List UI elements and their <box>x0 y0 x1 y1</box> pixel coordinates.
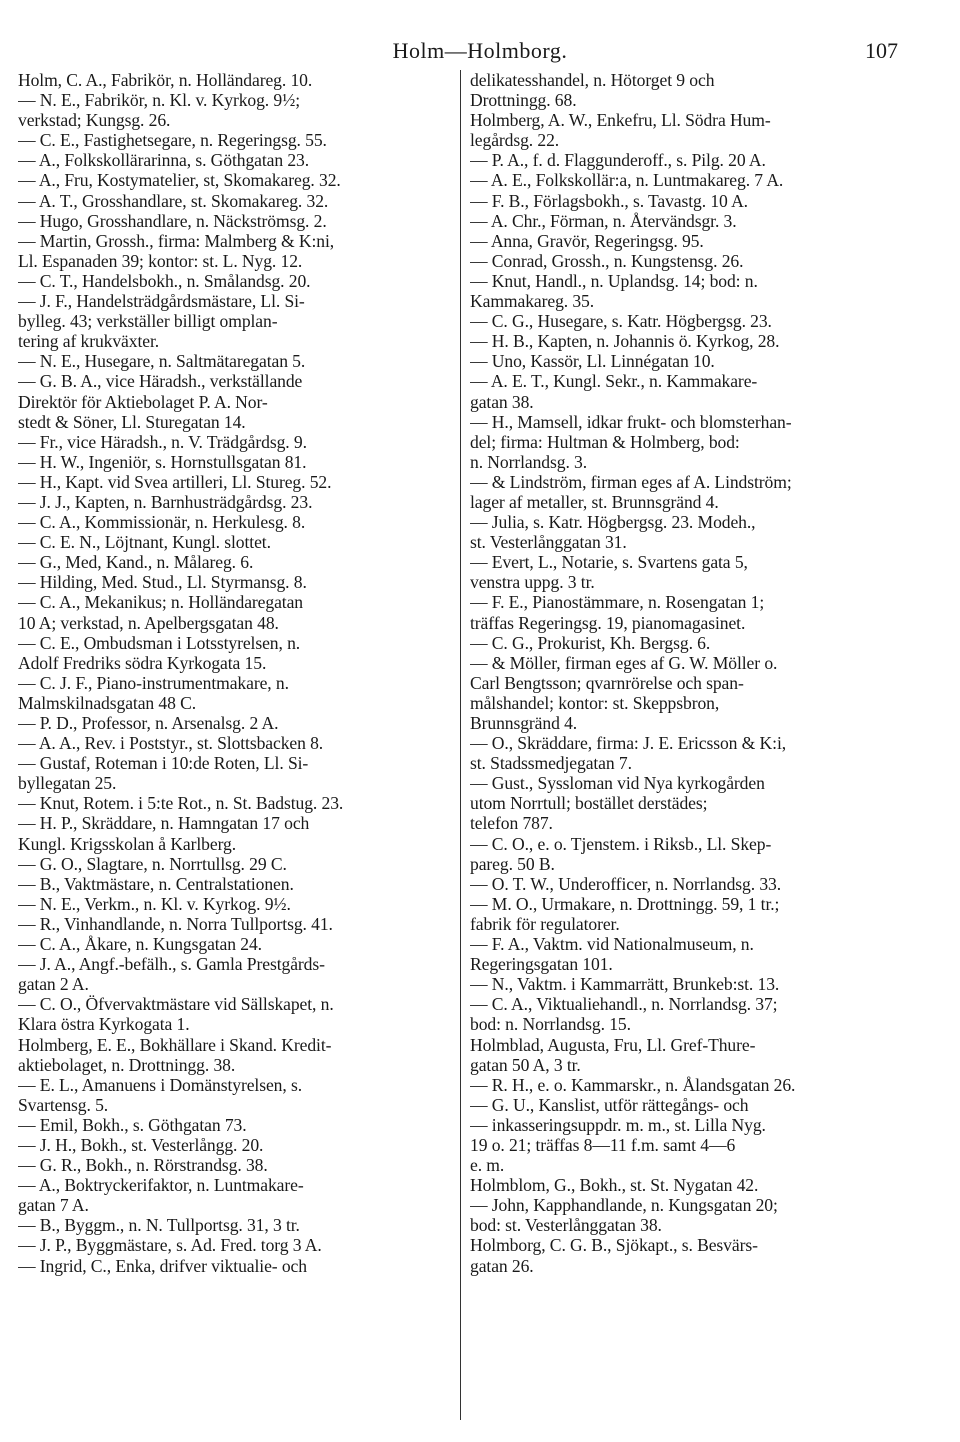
directory-entry-line: fabrik för regulatorer. <box>470 913 620 934</box>
directory-entry-line: — N. E., Verkm., n. Kl. v. Kyrkog. 9½. <box>18 893 291 914</box>
directory-entry-line: — N. E., Husegare, n. Saltmätaregatan 5. <box>18 351 306 372</box>
directory-entry-line: — B., Vaktmästare, n. Centralstationen. <box>18 873 294 894</box>
directory-entry-line: — Knut, Rotem. i 5:te Rot., n. St. Badstug. 23. <box>18 793 344 814</box>
directory-entry-line: — F. E., Pianostämmare, n. Rosengatan 1; <box>470 592 765 613</box>
directory-entry-line: stedt & Söner, Ll. Sturegatan 14. <box>18 411 246 432</box>
directory-entry-line: — J. A., Angf.-befälh., s. Gamla Prestgårds- <box>18 954 325 975</box>
directory-entry-line: legårdsg. 22. <box>470 130 560 151</box>
directory-entry-line: — & Möller, firman eges af G. W. Möller o. <box>470 652 778 673</box>
directory-entry-line: delikatesshandel, n. Hötorget 9 och <box>470 70 715 90</box>
directory-entry-line: — N., Vaktm. i Kammarrätt, Brunkeb:st. 13. <box>470 974 780 995</box>
directory-entry-line: — J. J., Kapten, n. Barnhusträdgårdsg. 23. <box>18 491 313 512</box>
directory-entry-line: — A., Boktryckerifaktor, n. Luntmakare- <box>18 1175 304 1196</box>
directory-entry-line: Regeringsgatan 101. <box>470 954 613 975</box>
directory-entry-line: — C. E., Fastighetsegare, n. Regeringsg. 55. <box>18 130 327 151</box>
directory-entry-line: — Gust., Syssloman vid Nya kyrkogården <box>470 773 765 794</box>
directory-entry-line: Drottningg. 68. <box>470 90 577 111</box>
directory-entry-line: — A. A., Rev. i Poststyr., st. Slottsbacken 8. <box>18 733 324 754</box>
directory-entry-line: lager af metaller, st. Brunnsgränd 4. <box>470 491 719 512</box>
directory-entry-line: pareg. 50 B. <box>470 853 555 874</box>
directory-entry-line: — C. A., Kommissionär, n. Herkulesg. 8. <box>18 512 306 533</box>
directory-entry-line: — inkasseringsuppdr. m. m., st. Lilla Nyg. <box>470 1114 766 1135</box>
directory-entry-line: gatan 26. <box>470 1255 534 1276</box>
directory-entry-line: — A. T., Grosshandlare, st. Skomakareg. 32. <box>18 190 329 211</box>
directory-entry-line: — Julia, s. Katr. Högbergsg. 23. Modeh., <box>470 512 756 533</box>
directory-entry-line: — C. O., Öfvervaktmästare vid Sällskapet, n. <box>18 994 334 1015</box>
directory-entry-line: — H. W., Ingeniör, s. Hornstullsgatan 81. <box>18 451 307 472</box>
directory-entry-line: — & Lindström, firman eges af A. Lindström; <box>470 471 792 492</box>
directory-entry-line: — Hugo, Grosshandlare, n. Näckströmsg. 2. <box>18 210 327 231</box>
directory-entry-line: Holmborg, C. G. B., Sjökapt., s. Besvärs- <box>470 1235 758 1256</box>
directory-entry-line: — H. P., Skräddare, n. Hamngatan 17 och <box>18 813 310 834</box>
directory-entry-line: del; firma: Hultman & Holmberg, bod: <box>470 431 740 452</box>
running-head: Holm—Holmborg. <box>392 38 568 63</box>
directory-entry-line: — H., Kapt. vid Svea artilleri, Ll. Stureg. 52. <box>18 471 332 492</box>
directory-entry-line: Holm, C. A., Fabrikör, n. Holländareg. 10. <box>18 70 313 90</box>
directory-entry-line: Holmberg, A. W., Enkefru, Ll. Södra Hum- <box>470 110 771 131</box>
directory-entry-line: träffas Regeringsg. 19, pianomagasinet. <box>470 612 746 633</box>
directory-entry-line: — A. E. T., Kungl. Sekr., n. Kammakare- <box>470 371 758 392</box>
directory-entry-line: tering af krukväxter. <box>18 331 160 352</box>
directory-entry-line: — G. O., Slagtare, n. Norrtullsg. 29 C. <box>18 853 287 874</box>
directory-entry-line: — G. B. A., vice Häradsh., verkställande <box>18 371 303 392</box>
directory-entry-line: — P. A., f. d. Flaggunderoff., s. Pilg. 20 A. <box>470 150 766 171</box>
directory-entry-line: — G., Med, Kand., n. Målareg. 6. <box>18 552 254 573</box>
directory-entry-line: — M. O., Urmakare, n. Drottningg. 59, 1 tr.; <box>470 893 780 914</box>
directory-entry-line: — Conrad, Grossh., n. Kungstensg. 26. <box>470 250 744 271</box>
directory-entry-line: — F. B., Förlagsbokh., s. Tavastg. 10 A. <box>470 190 748 211</box>
directory-entry-line: — Uno, Kassör, Ll. Linnégatan 10. <box>470 351 715 372</box>
directory-entry-line: Brunnsgränd 4. <box>470 713 578 733</box>
directory-entry-line: — Evert, L., Notarie, s. Svartens gata 5, <box>470 552 748 573</box>
directory-entry-line: gatan 7 A. <box>18 1195 89 1216</box>
directory-entry-line: aktiebolaget, n. Drottningg. 38. <box>18 1054 236 1075</box>
directory-entry-line: bod: st. Vesterlånggatan 38. <box>470 1215 662 1236</box>
directory-entry-line: — O., Skräddare, firma: J. E. Ericsson & K:i, <box>470 733 787 754</box>
directory-entry-line: — P. D., Professor, n. Arsenalsg. 2 A. <box>18 713 279 733</box>
directory-entry-line: gatan 38. <box>470 391 534 412</box>
directory-entry-line: — Knut, Handl., n. Uplandsg. 14; bod: n. <box>470 270 758 291</box>
directory-entry-line: — C. G., Prokurist, Kh. Bergsg. 6. <box>470 632 711 653</box>
directory-entry-line: — C. T., Handelsbokh., n. Smålandsg. 20. <box>18 270 311 291</box>
directory-entry-line: gatan 2 A. <box>18 974 89 995</box>
directory-entry-line: — G. U., Kanslist, utför rättegångs- och <box>470 1094 749 1115</box>
directory-entry-line: st. Stadssmedjegatan 7. <box>470 753 632 774</box>
directory-entry-line: — Hilding, Med. Stud., Ll. Styrmansg. 8. <box>18 572 307 593</box>
directory-entry-line: 19 o. 21; träffas 8—11 f.m. samt 4—6 <box>470 1134 736 1155</box>
directory-entry-line: — C. J. F., Piano-instrumentmakare, n. <box>18 672 289 693</box>
directory-entry-line: bod: n. Norrlandsg. 15. <box>470 1014 631 1035</box>
directory-entry-line: Klara östra Kyrkogata 1. <box>18 1014 190 1035</box>
directory-entry-line: e. m. <box>470 1155 505 1176</box>
directory-entry-line: st. Vesterlånggatan 31. <box>470 532 627 553</box>
directory-entry-line: — C. A., Mekanikus; n. Holländaregatan <box>18 592 303 613</box>
directory-entry-line: Holmblom, G., Bokh., st. St. Nygatan 42. <box>470 1175 759 1196</box>
directory-entry-line: — E. L., Amanuens i Domänstyrelsen, s. <box>18 1074 303 1095</box>
directory-entry-line: — C. A., Åkare, n. Kungsgatan 24. <box>18 934 262 955</box>
directory-entry-line: n. Norrlandsg. 3. <box>470 451 588 472</box>
directory-entry-line: — Martin, Grossh., firma: Malmberg & K:ni, <box>18 230 335 251</box>
directory-entry-line: — O. T. W., Underofficer, n. Norrlandsg. 33. <box>470 873 782 894</box>
directory-entry-line: Kungl. Krigsskolan å Karlberg. <box>18 833 237 854</box>
directory-entry-line: Ll. Espanaden 39; kontor: st. L. Nyg. 12. <box>18 250 303 271</box>
page-header <box>0 38 960 68</box>
directory-entry-line: 10 A; verkstad, n. Apelbergsgatan 48. <box>18 612 279 633</box>
directory-entry-line: venstra uppg. 3 tr. <box>470 572 595 593</box>
directory-entry-line: — J. P., Byggmästare, s. Ad. Fred. torg 3 A. <box>18 1235 322 1256</box>
directory-entry-line: telefon 787. <box>470 813 553 834</box>
directory-entry-line: — Fr., vice Häradsh., n. V. Trädgårdsg. 9. <box>18 431 307 452</box>
directory-entry-line: Kammakareg. 35. <box>470 291 595 312</box>
directory-entry-line: — Emil, Bokh., s. Göthgatan 73. <box>18 1114 247 1135</box>
directory-entry-line: — H. B., Kapten, n. Johannis ö. Kyrkog, 28. <box>470 331 780 352</box>
directory-entry-line: verkstad; Kungsg. 26. <box>18 110 171 131</box>
directory-entry-line: Holmblad, Augusta, Fru, Ll. Gref-Thure- <box>470 1034 756 1055</box>
directory-entry-line: — A. E., Folkskollär:a, n. Luntmakareg. 7 A. <box>470 170 784 191</box>
directory-entry-line: — C. E. N., Löjtnant, Kungl. slottet. <box>18 532 271 553</box>
directory-entry-line: byllegatan 25. <box>18 773 117 794</box>
left-column <box>18 70 464 1276</box>
directory-entry-line: Carl Bengtsson; qvarnrörelse och span- <box>470 672 744 693</box>
directory-entry-line: — C. O., e. o. Tjenstem. i Riksb., Ll. Skep- <box>470 833 772 854</box>
directory-entry-line: — J. H., Bokh., st. Vesterlångg. 20. <box>18 1134 264 1155</box>
directory-entry-line: utom Norrtull; bostället derstädes; <box>470 793 708 814</box>
directory-entry-line: gatan 50 A, 3 tr. <box>470 1054 581 1075</box>
directory-entry-line: — J. F., Handelsträdgårdsmästare, Ll. Si- <box>18 291 305 312</box>
directory-entry-line: bylleg. 43; verkställer billigt omplan- <box>18 311 278 332</box>
directory-entry-line: Holmberg, E. E., Bokhällare i Skand. Kredit- <box>18 1034 332 1055</box>
directory-entry-line: — C. E., Ombudsman i Lotsstyrelsen, n. <box>18 632 301 653</box>
directory-entry-line: — C. G., Husegare, s. Katr. Högbergsg. 23. <box>470 311 772 332</box>
directory-entry-line: — John, Kapphandlande, n. Kungsgatan 20; <box>470 1195 778 1216</box>
directory-entry-line: — C. A., Viktualiehandl., n. Norrlandsg. 37; <box>470 994 778 1015</box>
directory-entry-line: — R., Vinhandlande, n. Norra Tullportsg. 41. <box>18 913 333 934</box>
directory-entry-line: Svartensg. 5. <box>18 1094 109 1115</box>
directory-entry-line: — N. E., Fabrikör, n. Kl. v. Kyrkog. 9½; <box>18 90 300 111</box>
directory-entry-line: Direktör för Aktiebolaget P. A. Nor- <box>18 391 268 412</box>
directory-entry-line: — Gustaf, Roteman i 10:de Roten, Ll. Si- <box>18 753 309 774</box>
directory-entry-line: Adolf Fredriks södra Kyrkogata 15. <box>18 652 267 673</box>
directory-entry-line: — F. A., Vaktm. vid Nationalmuseum, n. <box>470 934 754 955</box>
directory-entry-line: — A. Chr., Förman, n. Återvändsgr. 3. <box>470 210 737 231</box>
directory-entry-line: — H., Mamsell, idkar frukt- och blomsterhan- <box>470 411 792 432</box>
directory-entry-line: målshandel; kontor: st. Skeppsbron, <box>470 692 720 713</box>
page-number: 107 <box>865 38 898 63</box>
directory-entry-line: Malmskilnadsgatan 48 C. <box>18 692 197 713</box>
directory-entry-line: — Anna, Gravör, Regeringsg. 95. <box>470 230 704 251</box>
directory-entry-line: — A., Folkskollärarinna, s. Göthgatan 23. <box>18 150 310 171</box>
right-column <box>470 70 910 1276</box>
column-divider <box>460 70 461 1420</box>
directory-entry-line: — A., Fru, Kostymatelier, st, Skomakareg. 32. <box>18 170 341 191</box>
directory-entry-line: — Ingrid, C., Enka, drifver viktualie- och <box>18 1255 307 1276</box>
directory-entry-line: — R. H., e. o. Kammarskr., n. Ålandsgatan 26. <box>470 1074 796 1095</box>
directory-entry-line: — B., Byggm., n. N. Tullportsg. 31, 3 tr. <box>18 1215 300 1236</box>
directory-entry-line: — G. R., Bokh., n. Rörstrandsg. 38. <box>18 1155 268 1176</box>
